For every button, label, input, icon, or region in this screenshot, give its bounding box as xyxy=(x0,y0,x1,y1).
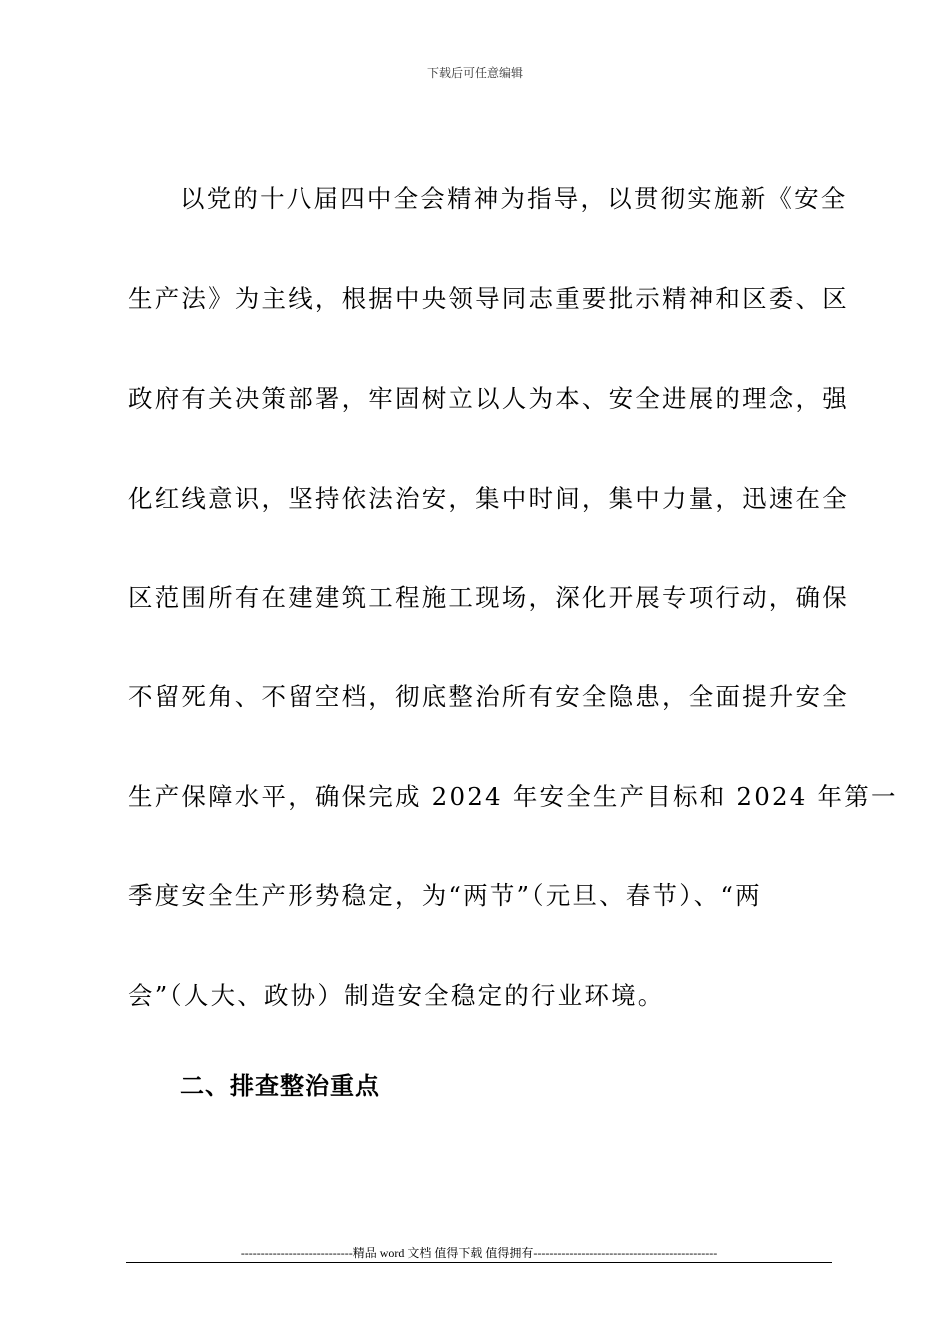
paragraph-line: 季度安全生产形势稳定，为“两节”（元旦、春节）、“两 xyxy=(128,881,762,910)
section-heading: 二、排查整治重点 xyxy=(180,1072,380,1100)
paragraph-line: 生产法》为主线，根据中央领导同志重要批示精神和区委、区 xyxy=(128,284,849,313)
paragraph-line: 不留死角、不留空档，彻底整治所有安全隐患，全面提升安全 xyxy=(128,682,849,711)
page-header: 下载后可任意编辑 xyxy=(426,66,523,80)
page-footer: ----------------------------精品 word 文档 值得下载 值得拥有---------------------------------------------- xyxy=(240,1246,718,1260)
paragraph-line: 以党的十八届四中全会精神为指导，以贯彻实施新《安全 xyxy=(180,184,848,213)
paragraph-line: 生产保障水平，确保完成 2024 年安全生产目标和 2024 年第一 xyxy=(128,782,898,811)
paragraph-line: 会”（人大、政协）制造安全稳定的行业环境。 xyxy=(128,981,665,1010)
paragraph-line: 区范围所有在建建筑工程施工现场，深化开展专项行动，确保 xyxy=(128,583,849,612)
paragraph-line: 政府有关决策部署，牢固树立以人为本、安全进展的理念，强 xyxy=(128,384,849,413)
paragraph-line: 化红线意识，坚持依法治安，集中时间，集中力量，迅速在全 xyxy=(128,484,849,513)
footer-divider xyxy=(126,1262,832,1263)
